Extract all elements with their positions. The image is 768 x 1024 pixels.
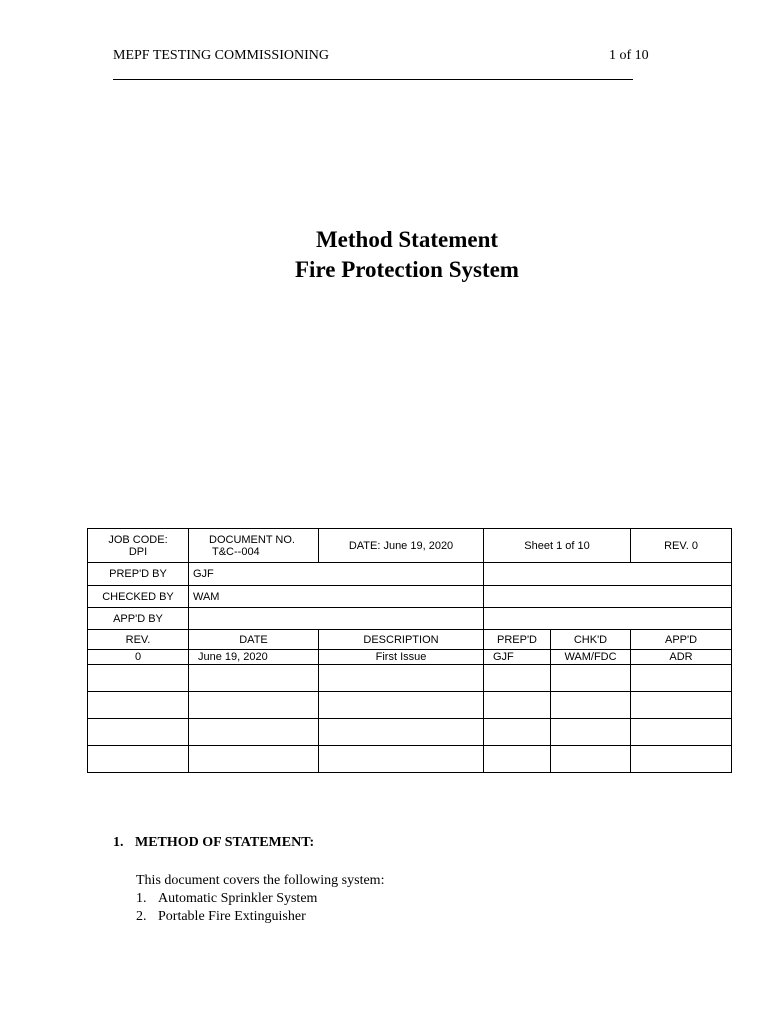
section-heading <box>113 835 314 851</box>
list-item <box>136 908 384 926</box>
job-code-cell <box>88 529 189 563</box>
approved-by-blank <box>484 608 732 630</box>
prepd-col-header: PREP'D <box>484 630 551 650</box>
revision-cell: 0 <box>88 650 189 665</box>
revision-cell <box>551 665 631 692</box>
revision-cell <box>319 746 484 773</box>
description-col-header: DESCRIPTION <box>319 630 484 650</box>
list-item-text: Portable Fire Extinguisher <box>158 909 306 924</box>
job-code-value: DPI <box>128 545 148 558</box>
rev-col-header: REV. <box>88 630 189 650</box>
section-intro: This document covers the following system: <box>136 873 385 888</box>
revision-row <box>88 692 732 719</box>
revision-cell <box>319 719 484 746</box>
revision-row <box>88 650 732 665</box>
section-title: METHOD OF STATEMENT: <box>135 835 315 850</box>
page-number: 1 of 10 <box>609 48 649 63</box>
document-no-cell <box>189 529 319 563</box>
document-no-value: T&C--004 <box>212 545 260 558</box>
list-item-number: 2. <box>136 909 147 924</box>
approved-by-value <box>189 608 484 630</box>
revision-cell <box>484 665 551 692</box>
list-item-number: 1. <box>136 891 147 906</box>
revision-cell <box>319 665 484 692</box>
revision-cell: ADR <box>631 650 732 665</box>
date-col-header: DATE <box>189 630 319 650</box>
revision-cell <box>189 719 319 746</box>
job-code-label: JOB CODE: <box>108 533 168 546</box>
revision-cell <box>631 719 732 746</box>
document-info-table <box>87 528 732 773</box>
revision-cell <box>484 719 551 746</box>
revision-row <box>88 719 732 746</box>
section-body <box>136 872 384 926</box>
revision-cell <box>484 692 551 719</box>
section-number: 1. <box>113 835 124 850</box>
list-item-text: Automatic Sprinkler System <box>158 891 318 906</box>
list-item <box>136 890 384 908</box>
rev-cell: REV. 0 <box>631 529 732 563</box>
checked-by-row <box>88 586 732 608</box>
revision-cell: First Issue <box>319 650 484 665</box>
prepared-by-blank <box>484 563 732 586</box>
revision-cell <box>319 692 484 719</box>
revision-cell <box>551 692 631 719</box>
revision-cell <box>551 746 631 773</box>
revision-cell <box>88 746 189 773</box>
checked-by-blank <box>484 586 732 608</box>
revision-cell <box>631 665 732 692</box>
chkd-col-header: CHK'D <box>551 630 631 650</box>
revision-cell <box>551 719 631 746</box>
revision-cell <box>189 665 319 692</box>
revision-row <box>88 746 732 773</box>
document-title <box>0 225 768 285</box>
revision-header-row <box>88 630 732 650</box>
prepared-by-row <box>88 563 732 586</box>
title-line-1: Method Statement <box>315 227 499 252</box>
prepared-by-label: PREP'D BY <box>88 563 189 586</box>
revision-cell <box>88 692 189 719</box>
appd-col-header: APP'D <box>631 630 732 650</box>
revision-cell: GJF <box>484 650 551 665</box>
approved-by-label: APP'D BY <box>88 608 189 630</box>
sheet-cell: Sheet 1 of 10 <box>484 529 631 563</box>
date-cell: DATE: June 19, 2020 <box>319 529 484 563</box>
revision-cell: June 19, 2020 <box>189 650 319 665</box>
title-line-2: Fire Protection System <box>295 257 519 282</box>
revision-cell: WAM/FDC <box>551 650 631 665</box>
revision-cell <box>189 746 319 773</box>
revision-cell <box>484 746 551 773</box>
checked-by-label: CHECKED BY <box>88 586 189 608</box>
checked-by-value: WAM <box>189 586 484 608</box>
revision-cell <box>88 719 189 746</box>
approved-by-row <box>88 608 732 630</box>
header-title: MEPF TESTING COMMISSIONING <box>113 48 329 63</box>
revision-cell <box>88 665 189 692</box>
prepared-by-value: GJF <box>189 563 484 586</box>
document-no-label: DOCUMENT NO. <box>209 533 295 546</box>
revision-row <box>88 665 732 692</box>
revision-cell <box>631 692 732 719</box>
revision-cell <box>631 746 732 773</box>
header-rule <box>113 79 633 80</box>
info-row-header <box>88 529 732 563</box>
revision-cell <box>189 692 319 719</box>
